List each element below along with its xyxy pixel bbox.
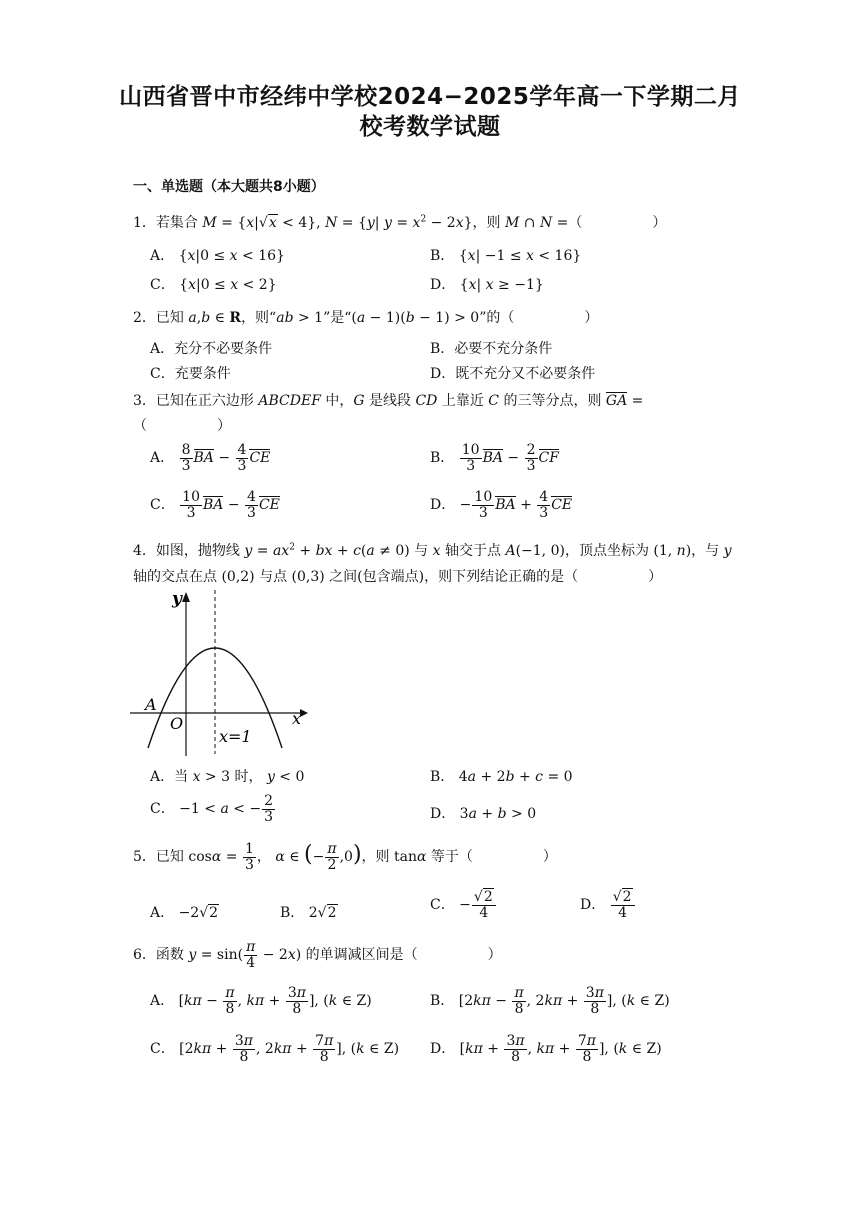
question-6-option-d[interactable]: D． [kπ + $\frac{3\pi}{8}$ , kπ + $\frac{7\pi}{8}$ ], (k ∈ Z) <box>430 1033 662 1065</box>
page-title-line1: 山西省晋中市经纬中学校2024−2025学年高一下学期二月 <box>119 84 741 110</box>
question-6-option-c[interactable]: C． [2kπ + $\frac{3\pi}{8}$ , 2kπ + $\frac{7\pi}{8}$ ], (k ∈ Z) <box>150 1033 400 1065</box>
question-2-option-a[interactable]: A．充分不必要条件 <box>150 341 273 357</box>
question-5-prefix: 已知 <box>155 849 184 866</box>
question-3-option-b[interactable]: B． $\frac{10}{3}$ BA − $\frac{2}{3}$ CF <box>430 442 559 474</box>
question-6-option-a[interactable]: A． [kπ − $\frac{\pi}{8}$ , kπ + $\frac{3\pi}{8}$ ], (k ∈ Z) <box>150 985 372 1017</box>
question-4: 4．如图，抛物线 $y = ax^2$ + bx + c(a ≠ 0) 与 x 轴交于点 A(−1, 0)，顶点坐标为 (1, n)，与 y <box>133 542 732 559</box>
question-4-option-b[interactable]: B． 4a + 2b + c = 0 <box>430 769 573 785</box>
axis-line-label: x=1 <box>219 727 252 746</box>
question-5-option-a[interactable]: A． −2√2 <box>150 905 219 921</box>
question-6-number: 6． <box>133 947 156 964</box>
question-3-number: 3． <box>133 393 156 409</box>
section-heading: 一、单选题（本大题共8小题） <box>133 179 325 195</box>
question-4-line2: 轴的交点在点 (0,2) 与点 (0,3) 之间(包含端点)，则下列结论正确的是（ ） <box>133 569 663 585</box>
question-1-option-b[interactable]: B． {x| −1 ≤ x < 16} <box>430 248 582 264</box>
question-4-option-d[interactable]: D． 3a + b > 0 <box>430 806 537 822</box>
question-4-option-a[interactable]: A．当 x > 3 时， y < 0 <box>150 769 305 785</box>
question-2-option-c[interactable]: C．充要条件 <box>150 366 231 382</box>
question-1-option-d[interactable]: D． {x| x ≥ −1} <box>430 277 544 293</box>
question-3-blank: （ ） <box>133 418 231 434</box>
question-4-prefix: 如图，抛物线 <box>155 543 240 559</box>
page-title-line2: 校考数学试题 <box>359 114 501 140</box>
question-2-number: 2． <box>133 310 156 326</box>
question-6: 6．函数 y = sin( $\frac{\pi}{4}$ − 2x) 的单调减区间是（ ） <box>133 939 502 971</box>
question-5-option-b[interactable]: B． 2√2 <box>280 905 337 921</box>
question-4-option-c[interactable]: C． −1 < a < − $\frac{2}{3}$ <box>150 793 274 825</box>
question-3-option-a[interactable]: A． $\frac{8}{3}$ BA − $\frac{4}{3}$ CE <box>150 442 271 474</box>
question-2-option-b[interactable]: B．必要不充分条件 <box>430 341 553 357</box>
question-6-option-b[interactable]: B． [2kπ − $\frac{\pi}{8}$ , 2kπ + $\frac{3\pi}{8}$ ], (k ∈ Z) <box>430 985 670 1017</box>
question-2-prefix: 已知 <box>155 310 184 326</box>
question-1-prefix: 若集合 <box>155 215 198 231</box>
question-5: 5．已知 cosα = $\frac{1}{3}$ ， α ∈ (− $\frac{\pi}{2}$ ,0)，则 tanα 等于（ ） <box>133 841 557 873</box>
question-1-number: 1． <box>133 215 156 231</box>
x-axis-arrow <box>300 709 308 717</box>
y-axis-arrow <box>182 592 190 602</box>
question-5-number: 5． <box>133 849 156 866</box>
question-2-option-d[interactable]: D．既不充分又不必要条件 <box>430 366 596 382</box>
question-1-option-c[interactable]: C． {x|0 ≤ x < 2} <box>150 277 277 293</box>
origin-label: O <box>170 714 184 733</box>
question-3-option-c[interactable]: C． $\frac{10}{3}$ BA − $\frac{4}{3}$ CE <box>150 489 280 521</box>
question-5-option-c[interactable]: C． − $\frac{√2}{4}$ <box>430 890 497 920</box>
question-3-option-d[interactable]: D． − $\frac{10}{3}$ BA + $\frac{4}{3}$ CE <box>430 489 573 521</box>
point-a-label: A <box>145 695 157 714</box>
question-3: 3．已知在正六边形 ABCDEF 中，G 是线段 CD 上靠近 C 的三等分点，则 GA = <box>133 393 644 409</box>
question-1: 1．若集合 M = {x|√x < 4}, N = {y| $y = x^2 - 2x$}，则 M ∩ N =（ ） <box>133 214 667 231</box>
question-1-option-a[interactable]: A． {x|0 ≤ x < 16} <box>150 248 285 264</box>
question-4-number: 4． <box>133 543 156 559</box>
question-3-prefix: 已知在正六边形 <box>155 393 254 409</box>
question-2: 2．已知 a,b ∈ R，则“ab > 1”是“(a − 1)(b − 1) > 0”的（ ） <box>133 310 599 326</box>
x-axis-label: x <box>292 709 302 728</box>
question-6-prefix: 函数 <box>155 947 184 964</box>
y-axis-label: y <box>172 589 182 609</box>
parabola-figure <box>128 586 318 758</box>
question-5-option-d[interactable]: D． $\frac{√2}{4}$ <box>580 890 636 920</box>
